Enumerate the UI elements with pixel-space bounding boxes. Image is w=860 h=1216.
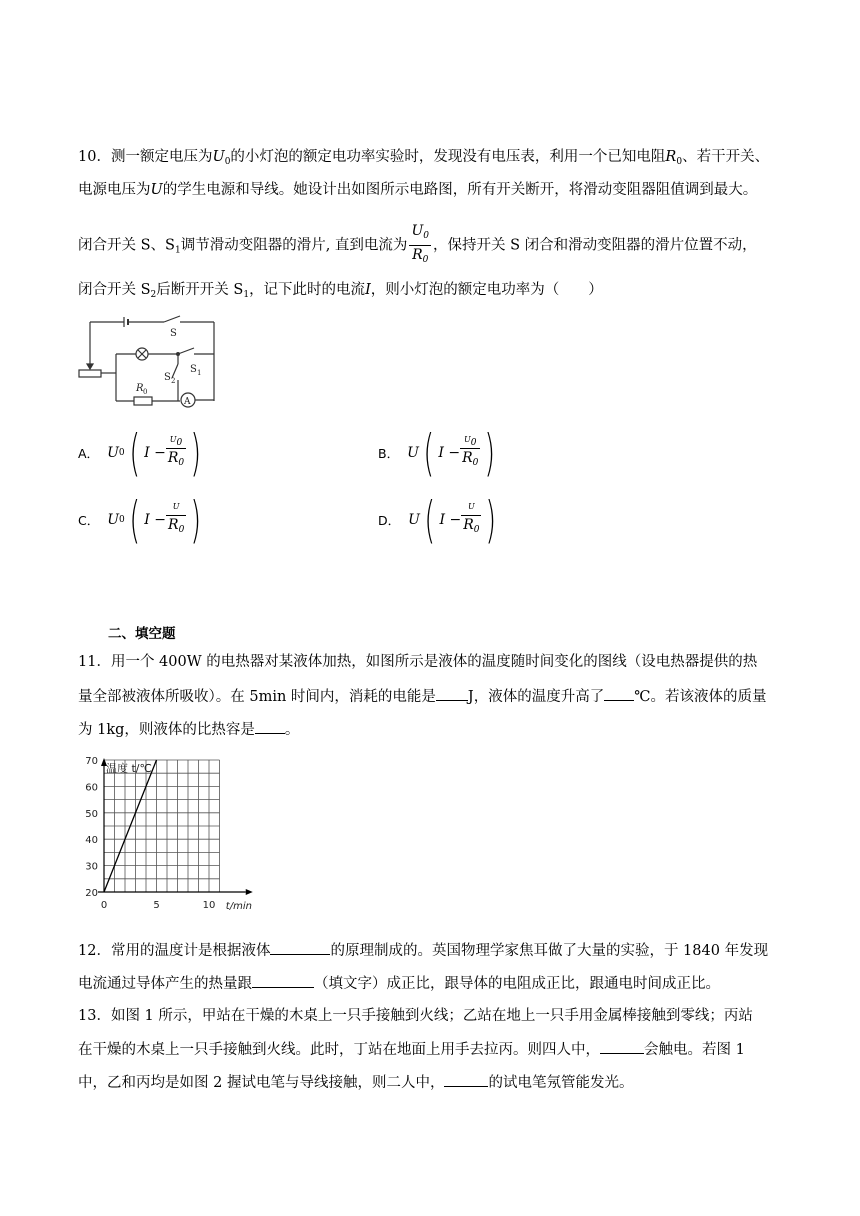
right-paren: )	[485, 491, 497, 549]
q12-text: （填文字）成正比，跟导体的电阻成正比，跟通电时间成正比。	[314, 976, 720, 992]
q10-text: 调节滑动变阻器的滑片, 直到电流为	[180, 237, 408, 254]
option-num: U	[464, 434, 471, 444]
option-den-sub: 0	[178, 524, 185, 535]
s2-sub: 2	[150, 290, 157, 300]
q10-text: 闭合开关 S、S	[78, 237, 175, 254]
q12-line-2	[78, 973, 720, 994]
option-den-sub: 0	[178, 457, 185, 468]
label-s1: S	[190, 364, 197, 375]
left-paren: (	[129, 491, 140, 549]
option-b[interactable]	[378, 424, 500, 482]
q10-line-3	[78, 222, 757, 269]
frac-den: R	[412, 247, 423, 263]
y-tick-label: 20	[85, 888, 98, 899]
q12-text: 12．常用的温度计是根据液体	[78, 943, 271, 959]
circuit-diagram	[76, 314, 226, 410]
s1-sub: 1	[174, 245, 181, 256]
q10-text: 、若干开关、	[682, 149, 770, 165]
resistor-r0	[134, 397, 152, 405]
answer-blank[interactable]	[436, 686, 468, 701]
option-den: R	[167, 449, 179, 466]
option-d[interactable]	[378, 491, 501, 549]
q12-text: 电流通过导体产生的热量跟	[78, 976, 252, 992]
option-num: U	[172, 501, 180, 511]
option-i: I −	[438, 445, 461, 461]
y-tick-label: 70	[85, 756, 98, 767]
option-c[interactable]	[78, 491, 206, 549]
right-paren: )	[484, 424, 496, 482]
label-s2: S	[164, 372, 171, 383]
q10-text: ，记下此时的电流	[249, 282, 366, 298]
q13-line-2	[78, 1039, 745, 1060]
option-label: A．	[78, 446, 100, 461]
q10-text: 后断开开关 S	[156, 282, 244, 298]
rheostat	[79, 370, 101, 377]
option-den: R	[463, 516, 474, 533]
temperature-time-chart	[76, 756, 256, 916]
u0-sub: 0	[224, 157, 231, 167]
option-den: R	[462, 449, 473, 466]
option-label: D．	[378, 513, 401, 528]
option-label: C．	[78, 513, 100, 528]
q13-line-1: 13．如图 1 所示，甲站在干燥的木桌上一只手接触到火线；乙站在地上一只手用金属棒接触到零线；丙站	[78, 1008, 753, 1024]
q11-text: 。	[284, 722, 300, 738]
answer-blank[interactable]	[270, 940, 330, 955]
q13-text: 中，乙和丙均是如图 2 握试电笔与导线接触，则二人中，	[78, 1075, 445, 1091]
option-fraction	[460, 435, 480, 472]
chart-grid	[104, 760, 220, 892]
option-num: U	[169, 434, 177, 444]
y-tick-label: 30	[85, 861, 98, 873]
option-coef-sub: 0	[118, 448, 125, 458]
frac-den-sub: 0	[422, 255, 429, 265]
current-fraction	[409, 222, 431, 269]
q10-text: 电源电压为	[78, 182, 151, 198]
q11-text: ℃。若该液体的质量	[634, 689, 767, 705]
x-tick-label: 10	[202, 900, 216, 911]
left-paren: (	[424, 491, 436, 549]
label-r0: R	[136, 383, 144, 394]
q13-text: 的试电笔氖管能发光。	[488, 1075, 634, 1091]
q13-line-3	[78, 1072, 633, 1093]
q11-text: 量全部被液体所吸收）。在 5min 时间内，消耗的电能是	[78, 689, 436, 705]
option-coef: U	[407, 445, 419, 461]
u0-symbol: U	[212, 149, 225, 165]
q11-line-3	[78, 719, 299, 740]
right-paren: )	[190, 424, 202, 482]
option-label: B．	[378, 446, 400, 461]
option-coef: U	[107, 512, 120, 528]
q13-text: 在干燥的木桌上一只手接触到火线。此时，丁站在地面上用手去拉丙。则四人中，	[78, 1042, 600, 1058]
answer-blank[interactable]	[252, 973, 314, 988]
y-tick-label: 50	[85, 808, 98, 820]
switch-s	[164, 316, 180, 322]
chart-ticks	[85, 756, 215, 911]
q13-text: 会触电。若图 1	[644, 1042, 745, 1058]
q11-text: J，液体的温度升高了	[467, 689, 605, 705]
x-axis-arrow	[246, 889, 253, 895]
left-paren: (	[423, 424, 435, 482]
option-fraction	[166, 502, 186, 539]
q11-line-2	[78, 686, 766, 707]
q10-text: 的学生电源和导线。她设计出如图所示电路图，所有开关断开，将滑动变阻器阻值调到最大。	[162, 182, 758, 198]
option-fraction	[461, 502, 481, 539]
y-tick-label: 60	[85, 782, 98, 794]
x-tick-label: 0	[100, 900, 108, 911]
option-num: U	[467, 501, 475, 511]
frac-num-sub: 0	[423, 231, 429, 241]
option-num-sub: 0	[176, 437, 183, 448]
i-symbol: I	[365, 282, 371, 298]
section-title: 二、填空题	[108, 626, 176, 642]
q10-line-1	[78, 147, 769, 172]
r0-symbol: R	[665, 149, 677, 165]
r0-sub: 0	[676, 157, 683, 167]
q11-text: 为 1kg，则液体的比热容是	[78, 722, 255, 738]
frac-num: U	[411, 223, 424, 239]
option-coef: U	[408, 512, 420, 528]
option-den-sub: 0	[472, 457, 479, 468]
answer-blank[interactable]	[255, 719, 285, 734]
y-tick-label: 40	[85, 835, 98, 847]
q10-text: ，则小灯泡的额定电功率为（ ）	[370, 282, 603, 298]
label-s2-sub: 2	[171, 377, 176, 385]
x-axis-label: t/min	[225, 901, 252, 912]
q10-text: 闭合开关 S	[78, 282, 151, 298]
option-i: I −	[439, 512, 462, 528]
option-fraction	[166, 435, 186, 472]
right-paren: )	[190, 491, 202, 549]
switch-s1	[178, 348, 194, 354]
label-s1-sub: 1	[197, 369, 202, 377]
chart-axes	[98, 758, 253, 895]
s1-sub: 1	[243, 290, 250, 300]
option-coef-sub: 0	[119, 515, 125, 525]
q10-line-4	[78, 280, 603, 305]
option-num-sub: 0	[470, 437, 477, 448]
answer-blank[interactable]	[444, 1072, 488, 1087]
label-s: S	[170, 328, 177, 339]
option-a[interactable]	[78, 424, 206, 482]
option-den-sub: 0	[473, 524, 480, 535]
answer-blank[interactable]	[600, 1039, 644, 1054]
label-r0-sub: 0	[143, 388, 148, 396]
answer-blank[interactable]	[604, 686, 634, 701]
q10-line-2	[78, 180, 757, 200]
u-symbol: U	[150, 182, 163, 198]
label-ammeter: A	[184, 397, 191, 407]
option-den: R	[168, 516, 179, 533]
q10-text: 的小灯泡的额定电功率实验时，发现没有电压表，利用一个已知电阻	[230, 149, 666, 165]
switch-s2	[172, 364, 178, 378]
option-i: I −	[144, 512, 167, 528]
option-i: I −	[144, 445, 166, 461]
x-tick-label: 5	[153, 900, 160, 911]
y-axis-label: 温度 t/℃	[106, 762, 152, 775]
q10-text: ，保持开关 S 闭合和滑动变阻器的滑片位置不动，	[432, 237, 757, 254]
q12-text: 的原理制成的。英国物理学家焦耳做了大量的实验，于 1840 年发现	[330, 943, 769, 959]
q11-line-1: 11．用一个 400W 的电热器对某液体加热，如图所示是液体的温度随时间变化的图线（设电热器提供的热	[78, 654, 758, 670]
option-coef: U	[107, 445, 119, 461]
q12-line-1	[78, 940, 768, 961]
left-paren: (	[129, 424, 140, 482]
q10-text: 10．测一额定电压为	[78, 149, 213, 165]
